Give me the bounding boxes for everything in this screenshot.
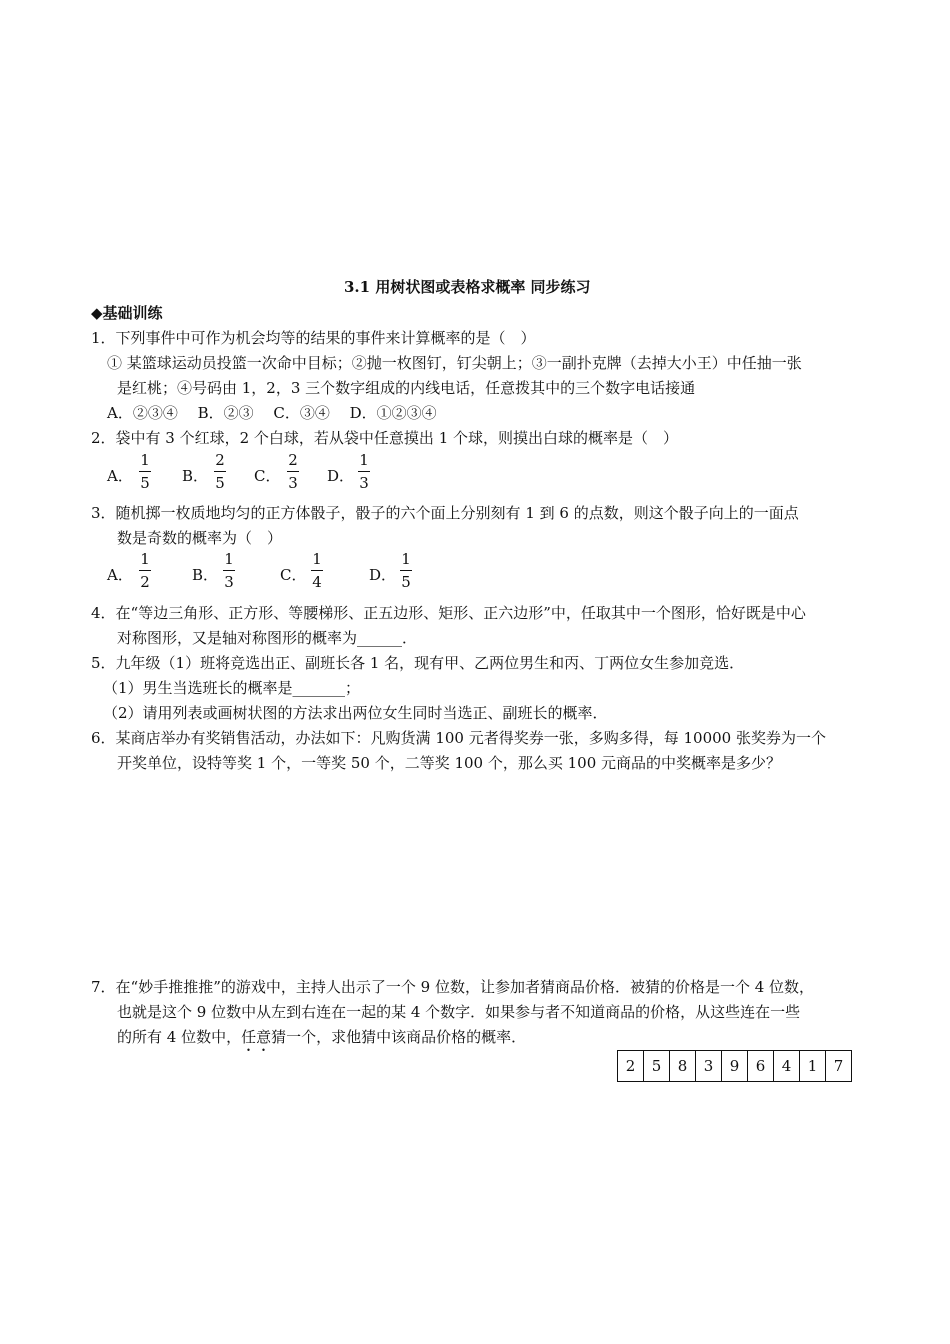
- q3-option-label: B．: [192, 566, 219, 584]
- q2-option-label: A．: [107, 467, 133, 485]
- denominator: 3: [359, 474, 369, 492]
- digit-cell: 4: [774, 1051, 800, 1082]
- denominator: 4: [312, 573, 322, 591]
- q3-fraction: [311, 550, 323, 591]
- numerator: 2: [288, 451, 298, 469]
- fraction-bar: [223, 570, 235, 571]
- q5-stem: 5．九年级（1）班将竞选出正、副班长各 1 名，现有甲、乙两位男生和丙、丁两位女生参加竞选．: [91, 654, 745, 672]
- q4-line1: 4．在“等边三角形、正方形、等腰梯形、正五边形、矩形、正六边形”中，任取其中一个图形，恰好既是中心: [91, 604, 806, 622]
- q3-option-label: C．: [280, 566, 307, 584]
- denominator: 3: [224, 573, 234, 591]
- q2-fraction: [358, 451, 370, 492]
- digit-table: [617, 1050, 852, 1082]
- fraction-bar: [287, 471, 299, 472]
- digit-cell: 9: [722, 1051, 748, 1082]
- q7-line3: [117, 1026, 526, 1055]
- digit-row: [618, 1051, 852, 1082]
- q7-emphasis: 任意: [241, 1028, 272, 1046]
- q5-sub2: （2）请用列表或画树状图的方法求出两位女生同时当选正、副班长的概率．: [103, 704, 608, 722]
- q3-option-label: A．: [107, 566, 133, 584]
- q2-option-label: D．: [327, 467, 355, 485]
- q3-fraction: [139, 550, 151, 591]
- q2-stem: 2．袋中有 3 个红球，2 个白球，若从袋中任意摸出 1 个球，则摸出白球的概率是（ ）: [91, 429, 679, 447]
- denominator: 3: [288, 474, 298, 492]
- digit-cell: 6: [748, 1051, 774, 1082]
- numerator: 1: [359, 451, 369, 469]
- q2-option-label: C．: [254, 467, 281, 485]
- denominator: 5: [215, 474, 225, 492]
- q7-line3-start: 的所有 4 位数中，: [117, 1028, 242, 1046]
- digit-cell: 5: [644, 1051, 670, 1082]
- denominator: 5: [401, 573, 411, 591]
- q1-line1: ① 某篮球运动员投篮一次命中目标；②抛一枚图钉，钉尖朝上；③一副扑克牌（去掉大小王）中任抽一张: [107, 354, 802, 372]
- q6-line1: 6．某商店举办有奖销售活动，办法如下：凡购货满 100 元者得奖券一张，多购多得，每 10000 张奖券为一个: [91, 729, 826, 747]
- numerator: 1: [140, 451, 150, 469]
- q7-line2: 也就是这个 9 位数中从左到右连在一起的某 4 个数字．如果参与者不知道商品的价格，从这些连在一些: [117, 1003, 801, 1021]
- q3-option-label: D．: [369, 566, 397, 584]
- q1-stem: 1．下列事件中可作为机会均等的结果的事件来计算概率的是（ ）: [91, 329, 536, 347]
- numerator: 1: [224, 550, 234, 568]
- fraction-bar: [139, 471, 151, 472]
- q2-fraction: [287, 451, 299, 492]
- q2-option-label: B．: [182, 467, 209, 485]
- numerator: 2: [215, 451, 225, 469]
- digit-cell: 8: [670, 1051, 696, 1082]
- q6-line2: 开奖单位，设特等奖 1 个，一等奖 50 个，二等奖 100 个，那么买 100 元商品的中奖概率是多少？: [117, 754, 782, 772]
- fraction-bar: [400, 570, 412, 571]
- q3-fraction: [223, 550, 235, 591]
- q2-fraction: [139, 451, 151, 492]
- section-heading: ◆基础训练: [91, 304, 163, 322]
- page-title: 3.1 用树状图或表格求概率 同步练习: [344, 278, 591, 296]
- q3-fraction: [400, 550, 412, 591]
- digit-cell: 1: [800, 1051, 826, 1082]
- denominator: 5: [140, 474, 150, 492]
- fraction-bar: [358, 471, 370, 472]
- numerator: 1: [140, 550, 150, 568]
- q1-options: A．②③④ B．②③ C．③④ D．①②③④: [107, 404, 437, 422]
- q1-line2: 是红桃；④号码由 1，2，3 三个数字组成的内线电话，任意拨其中的三个数字电话接通: [117, 379, 696, 397]
- q3-line1: 3．随机掷一枚质地均匀的正方体骰子，骰子的六个面上分别刻有 1 到 6 的点数，则这个骰子向上的一面点: [91, 504, 799, 522]
- fraction-bar: [214, 471, 226, 472]
- q5-sub1: （1）男生当选班长的概率是_______；: [103, 679, 361, 697]
- fraction-bar: [311, 570, 323, 571]
- q4-line2: 对称图形，又是轴对称图形的概率为______．: [117, 629, 418, 647]
- digit-cell: 2: [618, 1051, 644, 1082]
- fraction-bar: [139, 570, 151, 571]
- q3-line2: 数是奇数的概率为（ ）: [117, 529, 283, 547]
- numerator: 1: [312, 550, 322, 568]
- denominator: 2: [140, 573, 150, 591]
- digit-cell: 7: [826, 1051, 852, 1082]
- q7-line1: 7．在“妙手推推推”的游戏中，主持人出示了一个 9 位数，让参加者猜商品价格．被猜的价格是一个 4 位数，: [91, 978, 815, 996]
- digit-cell: 3: [696, 1051, 722, 1082]
- q7-line3-end: 猜一个，求他猜中该商品价格的概率．: [271, 1028, 527, 1046]
- q2-fraction: [214, 451, 226, 492]
- numerator: 1: [401, 550, 411, 568]
